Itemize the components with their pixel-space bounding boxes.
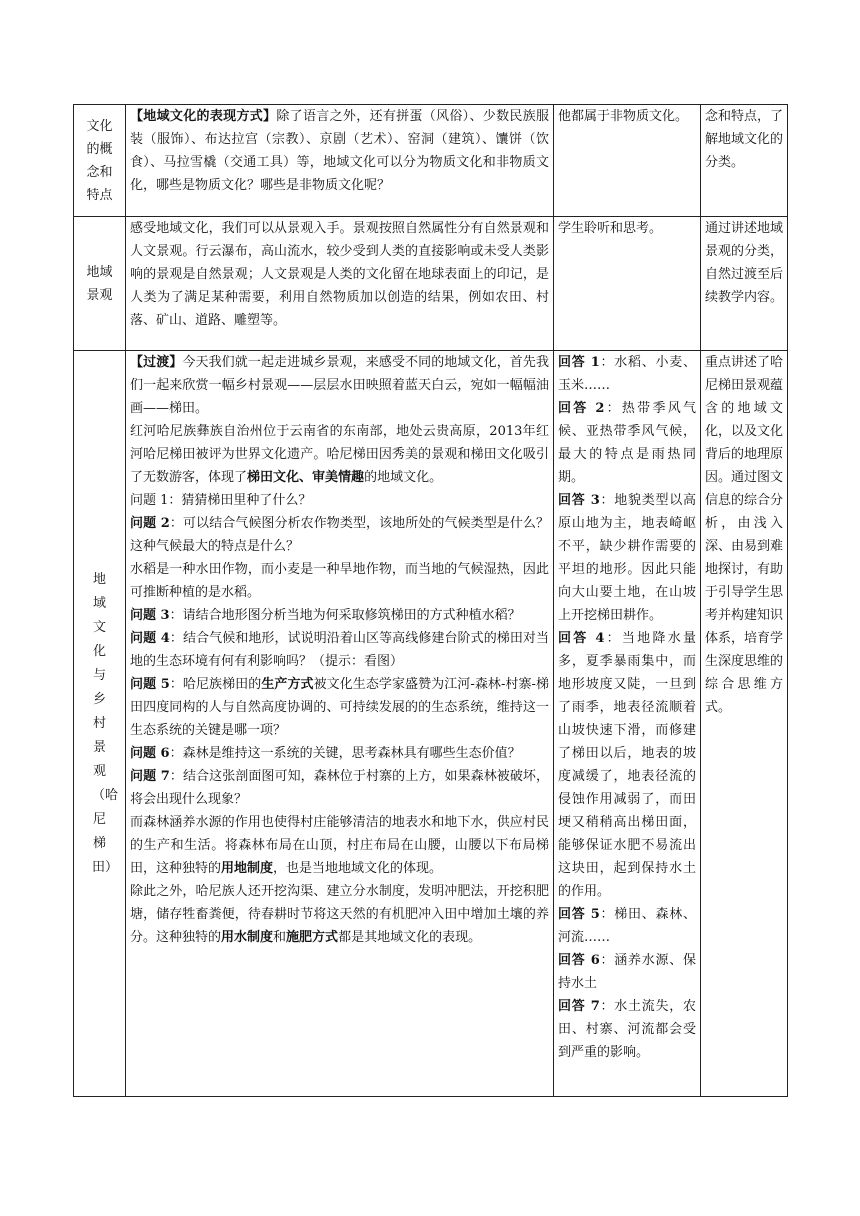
- design-intent-text: 重点讲述了哈尼梯田景观蕴含的地域文化，以及文化背后的地理原因。通过图文信息的综合分析，由浅入深、由易到难地探讨，有助于引导学生思考并构建知识体系，培育学生深度思维的综合思维方式。: [705, 355, 784, 715]
- question-2: [130, 512, 549, 558]
- content-paragraph: [130, 351, 549, 420]
- student-activity-text: 他都属于非物质文化。: [558, 109, 689, 124]
- question-4: [130, 627, 549, 673]
- design-intent-cell: [701, 351, 788, 1097]
- answer-text: ：当地降水量多，夏季暴雨集中，而地形坡度又陡，一旦到了雨季，地表径流顺着山坡快速下滑，而修建了梯田以后，地表的坡度减缓了，地表径流的侵蚀作用减弱了，而田埂又稍稍高出梯田面，能够保证水肥不易流出这块田，起到保持水土的作用。: [558, 631, 696, 899]
- answer-text: ：水稻、小麦、玉米……: [558, 355, 696, 393]
- content-cell: [126, 217, 554, 351]
- question-label: 问题 4: [130, 631, 170, 646]
- bold-heading: 【地域文化的表现方式】: [130, 109, 277, 124]
- topic-cell: [74, 217, 126, 351]
- question-text: ：请结合地形图分析当地为何采取修筑梯田的方式种植水稻？: [169, 608, 521, 623]
- student-activity-cell: [554, 351, 701, 1097]
- question-label: 问题 2: [130, 516, 170, 531]
- answer-4: [558, 627, 696, 903]
- question-5: [130, 673, 549, 742]
- bold-term: 生产方式: [261, 677, 314, 692]
- content-cell: [126, 351, 554, 1097]
- answer-text: ：水土流失，农田、村寨、河流都会受到严重的影响。: [558, 999, 696, 1060]
- paragraph-text: 除了语言之外，还有拼蛋（风俗）、少数民族服装（服饰）、布达拉宫（宗教）、京剧（艺术）、窑洞（建筑）、馕饼（饮食）、马拉雪橇（交通工具）等，地域文化可以分为物质文化和非物质文化，哪些是物质文化？哪些是非物质文化呢？: [130, 109, 549, 193]
- answer-label: 回答 2: [558, 401, 605, 416]
- question-text: ：哈尼族梯田的: [169, 677, 262, 692]
- topic-cell: [74, 351, 126, 1097]
- question-text: ：可以结合气候图分析农作物类型，该地所处的气候类型是什么？这种气候最大的特点是什么？: [130, 516, 549, 554]
- answer-label: 回答 5: [558, 907, 600, 922]
- design-intent-text: 通过讲述地域景观的分类，自然过渡至后续教学内容。: [705, 221, 784, 305]
- paragraph-text: ，也是当地地域文化的体现。: [273, 861, 443, 876]
- bold-term: 用地制度: [221, 861, 274, 876]
- content-paragraph: [130, 880, 549, 949]
- content-cell: [126, 105, 554, 217]
- content-paragraph: 水稻是一种水田作物，而小麦是一种旱地作物，而当地的气候湿热，因此可推断种植的是水稻。: [130, 562, 549, 600]
- answer-6: [558, 949, 696, 995]
- student-activity-cell: [554, 105, 701, 217]
- paragraph-text: 红河哈尼族彝族自治州位于云南省的东南部，地处云贵高原，2013年红河哈尼梯田被评为世界文化遗产。哈尼梯田因秀美的景观和梯田文化吸引了无数游客，体现了: [130, 424, 549, 485]
- question-text: ：猜猜梯田里种了什么？: [168, 493, 312, 508]
- bold-term: 梯田文化: [247, 470, 300, 485]
- answer-label: 回答 3: [558, 493, 600, 508]
- answer-3: [558, 489, 696, 627]
- answer-1: [558, 351, 696, 397]
- design-intent-text: 念和特点，了解地域文化的分类。: [705, 109, 784, 170]
- design-intent-cell: [701, 105, 788, 217]
- answer-7: [558, 995, 696, 1064]
- question-label: 问题 7: [130, 769, 170, 784]
- question-text: ：结合气候和地形，试说明沿着山区等高线修建台阶式的梯田对当地的生态环境有何有利影响吗？（提示：看图）: [130, 631, 549, 669]
- question-label: 问题 3: [130, 608, 170, 623]
- answer-text: ：涵养水源、保持水土: [558, 953, 696, 991]
- table-row: [74, 351, 788, 1097]
- topic-label: 文化的概念和特点: [86, 118, 113, 203]
- design-intent-cell: [701, 217, 788, 351]
- question-6: [130, 742, 549, 765]
- table-row: [74, 217, 788, 351]
- topic-label: 地域景观: [86, 264, 113, 303]
- bold-term: 用水制度: [221, 930, 274, 945]
- answer-text: ：地貌类型以高原山地为主，地表崎岖不平，缺少耕作需要的平坦的地形。因此只能向大山要土地，在山坡上开挖梯田耕作。: [558, 493, 696, 623]
- separator: 、: [299, 470, 313, 485]
- bold-heading: 【过渡】: [130, 355, 183, 370]
- content-paragraph: [130, 811, 549, 880]
- question-label: 问题 6: [130, 746, 170, 761]
- answer-label: 回答 6: [558, 953, 600, 968]
- paragraph-text: 除此之外，哈尼族人还开挖沟渠、建立分水制度，发明冲肥法，开挖积肥塘，储存牲畜粪便，待春耕时节将这天然的有机肥冲入田中增加土壤的养分。这种独特的: [130, 884, 549, 945]
- separator: 和: [273, 930, 287, 945]
- answer-label: 回答 4: [558, 631, 605, 646]
- question-text: ：结合这张剖面图可知，森林位于村寨的上方，如果森林被破坏，将会出现什么现象？: [130, 769, 549, 807]
- topic-label: 地域文化与乡村景观（哈尼梯田）: [92, 571, 119, 875]
- table-row: [74, 105, 788, 217]
- question-7: [130, 765, 549, 811]
- lesson-plan-table: [73, 104, 788, 1097]
- student-activity-text: 学生聆听和思考。: [558, 221, 663, 236]
- content-paragraph: [130, 105, 549, 197]
- answer-label: 回答 1: [558, 355, 600, 370]
- answer-text: ：梯田、森林、河流……: [558, 907, 696, 945]
- paragraph-text: 都是其地域文化的表现。: [338, 930, 482, 945]
- answer-2: [558, 397, 696, 489]
- question-label: 问题 1: [130, 493, 169, 508]
- paragraph-text: 的地域文化。: [364, 470, 443, 485]
- content-paragraph: [130, 420, 549, 489]
- question-3: [130, 604, 549, 627]
- answer-label: 回答 7: [558, 999, 600, 1014]
- paragraph-text: 而森林涵养水源的作用也使得村庄能够清洁的地表水和地下水，供应村民的生产和生活。将森林布局在山顶，村庄布局在山腰，山腰以下布局梯田，这种独特的: [130, 815, 549, 876]
- question-1: [130, 489, 549, 512]
- bold-term: 审美情趣: [312, 470, 365, 485]
- question-text: ：森林是维持这一系统的关键，思考森林具有哪些生态价值？: [169, 746, 521, 761]
- bold-term: 施肥方式: [286, 930, 339, 945]
- answer-text: ：热带季风气候、亚热带季风气候，最大的特点是雨热同期。: [558, 401, 696, 485]
- topic-cell: [74, 105, 126, 217]
- question-text: 被文化生态学家盛赞为江河-森林-村寨-梯田四度同构的人与自然高度协调的、可持续发展的的生态系统，维持这一生态系统的关键是哪一项？: [130, 677, 549, 738]
- student-activity-cell: [554, 217, 701, 351]
- content-paragraph: 感受地域文化，我们可以从景观入手。景观按照自然属性分有自然景观和人文景观。行云瀑布，高山流水，较少受到人类的直接影响或未受人类影响的景观是自然景观；人文景观是人类的文化留在地球表面上的印记，是人类为了满足某种需要，利用自然物质加以创造的结果，例如农田、村落、矿山、道路、雕塑等。: [130, 221, 549, 328]
- paragraph-text: 今天我们就一起走进城乡景观，来感受不同的地域文化，首先我们一起来欣赏一幅乡村景观——层层水田映照着蓝天白云，宛如一幅幅油画——梯田。: [130, 355, 549, 416]
- question-label: 问题 5: [130, 677, 170, 692]
- answer-5: [558, 903, 696, 949]
